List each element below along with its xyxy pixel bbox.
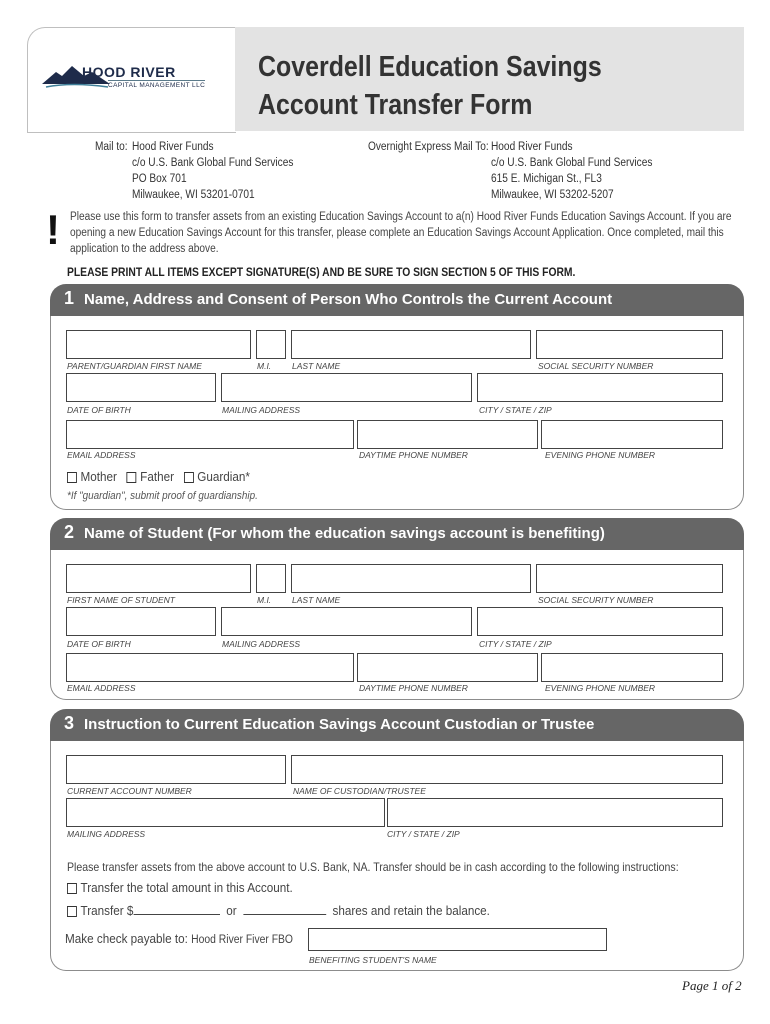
field-label: M.I.: [257, 595, 272, 605]
checkbox-icon: [67, 883, 77, 894]
student-dob-field[interactable]: [66, 607, 216, 636]
section-number: 3: [64, 713, 75, 733]
exclamation-icon: !: [46, 206, 60, 253]
option-label: Transfer the total amount in this Account.: [80, 880, 293, 895]
guardian-mailing-field[interactable]: [221, 373, 472, 402]
checkbox-icon: [67, 472, 77, 483]
shares-blank[interactable]: [243, 902, 326, 915]
checkbox-icon: [184, 472, 194, 483]
print-instruction: PLEASE PRINT ALL ITEMS EXCEPT SIGNATURE(S) AND BE SURE TO SIGN SECTION 5 OF THIS FORM.: [67, 265, 576, 279]
field-label: DATE OF BIRTH: [67, 639, 131, 649]
field-label: NAME OF CUSTODIAN/TRUSTEE: [293, 786, 426, 796]
option-label: Father: [140, 469, 175, 484]
option-label: Guardian*: [197, 469, 250, 484]
field-label: CITY / STATE / ZIP: [479, 405, 552, 415]
current-account-number-field[interactable]: [66, 755, 286, 784]
field-label: EVENING PHONE NUMBER: [545, 683, 656, 693]
field-label: DATE OF BIRTH: [67, 405, 131, 415]
mail-to-line: c/o U.S. Bank Global Fund Services: [132, 157, 294, 169]
guardian-first-name-field[interactable]: [66, 330, 251, 359]
section-title: Name, Address and Consent of Person Who Controls the Current Account: [84, 291, 613, 308]
guardian-checkbox[interactable]: [184, 469, 250, 484]
overnight-label: Overnight Express Mail To:: [368, 141, 489, 153]
transfer-total-option[interactable]: [67, 880, 293, 895]
guardian-mi-field[interactable]: [256, 330, 286, 359]
checkbox-icon: [67, 906, 77, 917]
father-checkbox[interactable]: [127, 469, 174, 484]
field-label: CITY / STATE / ZIP: [387, 829, 460, 839]
option-label: shares and retain the balance.: [332, 903, 490, 918]
notice-text: Please use this form to transfer assets from an existing Education Savings Account to a(n) Hood River Funds Education Savings Account. If you are opening a new Education Savings Account for this transfer, please complete an Education Savings Account Application. Once completed, mail this application to the address above.: [70, 211, 732, 255]
guardian-dob-field[interactable]: [66, 373, 216, 402]
custodian-city-field[interactable]: [387, 798, 723, 827]
mail-to-line: Hood River Funds: [132, 141, 214, 153]
field-label: SOCIAL SECURITY NUMBER: [538, 595, 654, 605]
guardian-last-name-field[interactable]: [291, 330, 531, 359]
field-label: M.I.: [257, 361, 272, 371]
section-title: Instruction to Current Education Savings Account Custodian or Trustee: [84, 716, 595, 733]
guardian-city-field[interactable]: [477, 373, 723, 402]
field-label: MAILING ADDRESS: [222, 405, 301, 415]
transfer-partial-option[interactable]: [67, 902, 490, 918]
mail-to-address: [132, 139, 293, 203]
guardian-footnote: *If "guardian", submit proof of guardianship.: [67, 490, 258, 502]
section-3-body: [50, 741, 744, 971]
student-ssn-field[interactable]: [536, 564, 723, 593]
field-label: SOCIAL SECURITY NUMBER: [538, 361, 654, 371]
field-label: DAYTIME PHONE NUMBER: [359, 450, 468, 460]
option-label: Transfer $: [80, 903, 134, 918]
section-number: 1: [64, 288, 75, 308]
student-city-field[interactable]: [477, 607, 723, 636]
title-line-2: Account Transfer Form: [258, 89, 533, 121]
student-day-phone-field[interactable]: [357, 653, 538, 682]
field-label: LAST NAME: [292, 361, 341, 371]
mail-to-label: Mail to:: [95, 141, 128, 153]
field-label: EVENING PHONE NUMBER: [545, 450, 656, 460]
logo-name: HOOD RIVER: [82, 64, 176, 80]
checkbox-icon: [127, 472, 137, 483]
field-label: CURRENT ACCOUNT NUMBER: [67, 786, 192, 796]
title-line-1: Coverdell Education Savings: [258, 51, 602, 83]
field-label: DAYTIME PHONE NUMBER: [359, 683, 468, 693]
overnight-line: 615 E. Michigan St., FL3: [491, 173, 602, 185]
custodian-mailing-field[interactable]: [66, 798, 385, 827]
field-label: EMAIL ADDRESS: [67, 683, 136, 693]
overnight-address: [491, 139, 652, 203]
overnight-line: Hood River Funds: [491, 141, 573, 153]
field-label: EMAIL ADDRESS: [67, 450, 136, 460]
guardian-day-phone-field[interactable]: [357, 420, 538, 449]
student-mi-field[interactable]: [256, 564, 286, 593]
custodian-name-field[interactable]: [291, 755, 723, 784]
overnight-line: Milwaukee, WI 53202-5207: [491, 189, 614, 201]
field-label: PARENT/GUARDIAN FIRST NAME: [67, 361, 202, 371]
transfer-instruction: Please transfer assets from the above account to U.S. Bank, NA. Transfer should be in cash according to the following instructions:: [67, 860, 679, 874]
field-label: FIRST NAME OF STUDENT: [67, 595, 175, 605]
overnight-line: c/o U.S. Bank Global Fund Services: [491, 157, 653, 169]
beneficiary-name-field[interactable]: [308, 928, 607, 951]
section-2-header: [50, 518, 744, 550]
student-email-field[interactable]: [66, 653, 354, 682]
payable-label-text: Make check payable to:: [65, 931, 188, 946]
section-3-header: [50, 709, 744, 741]
section-number: 2: [64, 522, 75, 542]
field-label: BENEFITING STUDENT'S NAME: [309, 955, 437, 965]
guardian-email-field[interactable]: [66, 420, 354, 449]
section-1-header: [50, 284, 744, 316]
field-label: MAILING ADDRESS: [222, 639, 301, 649]
field-label: CITY / STATE / ZIP: [479, 639, 552, 649]
logo-subtitle: CAPITAL MANAGEMENT LLC: [108, 82, 206, 89]
section-1-body: [50, 316, 744, 510]
page-number: Page 1 of 2: [682, 978, 742, 993]
section-title: Name of Student (For whom the education savings account is benefiting): [84, 525, 605, 542]
field-label: LAST NAME: [292, 595, 341, 605]
mother-checkbox[interactable]: [67, 469, 117, 484]
payable-value: Hood River Fiver FBO: [191, 934, 293, 946]
payable-label: [65, 931, 293, 946]
student-eve-phone-field[interactable]: [541, 653, 723, 682]
guardian-eve-phone-field[interactable]: [541, 420, 723, 449]
field-label: MAILING ADDRESS: [67, 829, 146, 839]
mail-to-line: PO Box 701: [132, 173, 187, 185]
guardian-ssn-field[interactable]: [536, 330, 723, 359]
section-2-body: [50, 550, 744, 700]
form-title: [258, 48, 602, 124]
option-label: Mother: [80, 469, 117, 484]
relationship-options: [67, 469, 250, 484]
amount-blank[interactable]: [133, 902, 219, 915]
mail-to-line: Milwaukee, WI 53201-0701: [132, 189, 255, 201]
student-mailing-field[interactable]: [221, 607, 472, 636]
or-label: or: [226, 903, 237, 918]
student-first-name-field[interactable]: [66, 564, 251, 593]
student-last-name-field[interactable]: [291, 564, 531, 593]
